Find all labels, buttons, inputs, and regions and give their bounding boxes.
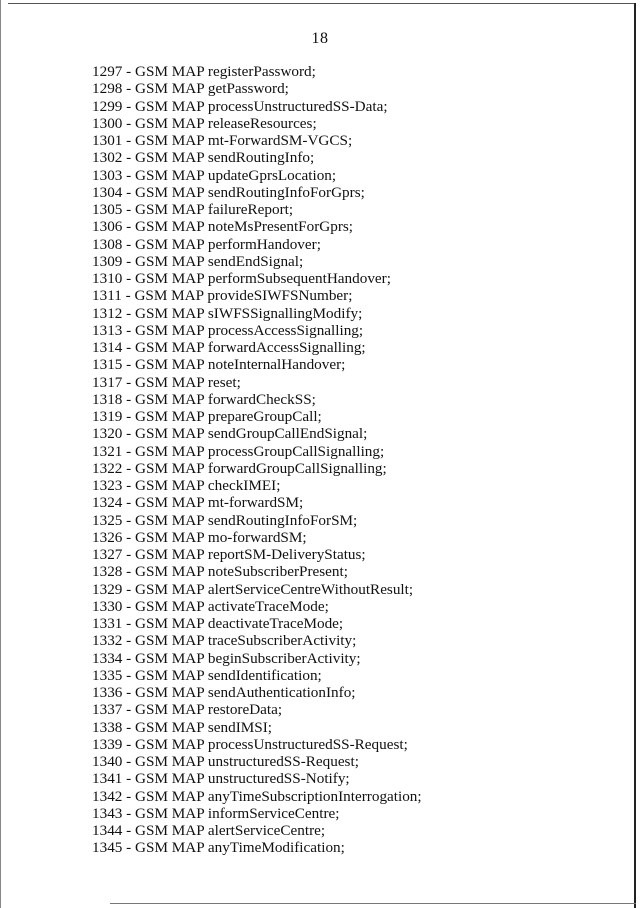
list-item: 1299 - GSM MAP processUnstructuredSS-Data; bbox=[92, 97, 388, 115]
list-item: 1325 - GSM MAP sendRoutingInfoForSM; bbox=[92, 511, 358, 529]
list-item: 1342 - GSM MAP anyTimeSubscriptionInterrogation; bbox=[92, 787, 422, 805]
scan-edge-top bbox=[8, 3, 636, 4]
list-item: 1304 - GSM MAP sendRoutingInfoForGprs; bbox=[92, 183, 365, 201]
list-item: 1338 - GSM MAP sendIMSI; bbox=[92, 718, 273, 736]
list-item: 1320 - GSM MAP sendGroupCallEndSignal; bbox=[92, 425, 368, 443]
list-item: 1345 - GSM MAP anyTimeModification; bbox=[92, 839, 345, 857]
list-item: 1319 - GSM MAP prepareGroupCall; bbox=[92, 408, 322, 425]
scan-edge-left bbox=[0, 0, 1, 908]
list-item: 1301 - GSM MAP mt-ForwardSM-VGCS; bbox=[92, 132, 353, 149]
list-item: 1334 - GSM MAP beginSubscriberActivity; bbox=[92, 649, 361, 667]
list-item: 1311 - GSM MAP provideSIWFSNumber; bbox=[92, 287, 353, 305]
list-item: 1323 - GSM MAP checkIMEI; bbox=[92, 477, 281, 494]
list-item: 1305 - GSM MAP failureReport; bbox=[92, 201, 294, 218]
list-item: 1337 - GSM MAP restoreData; bbox=[92, 701, 283, 719]
scan-edge-right bbox=[634, 3, 636, 908]
list-item: 1298 - GSM MAP getPassword; bbox=[92, 80, 289, 98]
list-item: 1313 - GSM MAP processAccessSignalling; bbox=[92, 321, 364, 339]
list-item: 1297 - GSM MAP registerPassword; bbox=[92, 63, 316, 80]
list-item: 1314 - GSM MAP forwardAccessSignalling; bbox=[92, 339, 366, 356]
list-item: 1300 - GSM MAP releaseResources; bbox=[92, 114, 317, 132]
list-item: 1308 - GSM MAP performHandover; bbox=[92, 235, 321, 253]
list-item: 1309 - GSM MAP sendEndSignal; bbox=[92, 252, 304, 270]
list-item: 1303 - GSM MAP updateGprsLocation; bbox=[92, 166, 337, 184]
gsm-map-operation-list bbox=[92, 63, 422, 857]
list-item: 1328 - GSM MAP noteSubscriberPresent; bbox=[92, 563, 348, 581]
list-item: 1335 - GSM MAP sendIdentification; bbox=[92, 666, 322, 684]
list-item: 1318 - GSM MAP forwardCheckSS; bbox=[92, 390, 316, 408]
scan-edge-bottom bbox=[110, 903, 636, 904]
list-item: 1341 - GSM MAP unstructuredSS-Notify; bbox=[92, 770, 350, 788]
list-item: 1312 - GSM MAP sIWFSSignallingModify; bbox=[92, 304, 363, 322]
page-number: 18 bbox=[311, 30, 329, 47]
list-item: 1322 - GSM MAP forwardGroupCallSignalling; bbox=[92, 459, 387, 477]
list-item: 1329 - GSM MAP alertServiceCentreWithoutResult; bbox=[92, 580, 414, 598]
list-item: 1344 - GSM MAP alertServiceCentre; bbox=[92, 822, 326, 839]
list-item: 1327 - GSM MAP reportSM-DeliveryStatus; bbox=[92, 546, 366, 563]
list-item: 1339 - GSM MAP processUnstructuredSS-Request; bbox=[92, 735, 408, 753]
list-item: 1343 - GSM MAP informServiceCentre; bbox=[92, 804, 340, 822]
list-item: 1317 - GSM MAP reset; bbox=[92, 373, 241, 391]
list-item: 1340 - GSM MAP unstructuredSS-Request; bbox=[92, 753, 359, 770]
list-item: 1302 - GSM MAP sendRoutingInfo; bbox=[92, 149, 315, 167]
list-item: 1331 - GSM MAP deactivateTraceMode; bbox=[92, 615, 344, 632]
list-item: 1326 - GSM MAP mo-forwardSM; bbox=[92, 528, 307, 546]
list-item: 1321 - GSM MAP processGroupCallSignalling; bbox=[92, 442, 385, 460]
list-item: 1324 - GSM MAP mt-forwardSM; bbox=[92, 494, 304, 512]
list-item: 1336 - GSM MAP sendAuthenticationInfo; bbox=[92, 684, 356, 701]
list-item: 1310 - GSM MAP performSubsequentHandover; bbox=[92, 270, 391, 287]
list-item: 1330 - GSM MAP activateTraceMode; bbox=[92, 597, 329, 615]
list-item: 1332 - GSM MAP traceSubscriberActivity; bbox=[92, 632, 357, 650]
list-item: 1306 - GSM MAP noteMsPresentForGprs; bbox=[92, 218, 354, 236]
list-item: 1315 - GSM MAP noteInternalHandover; bbox=[92, 356, 346, 374]
